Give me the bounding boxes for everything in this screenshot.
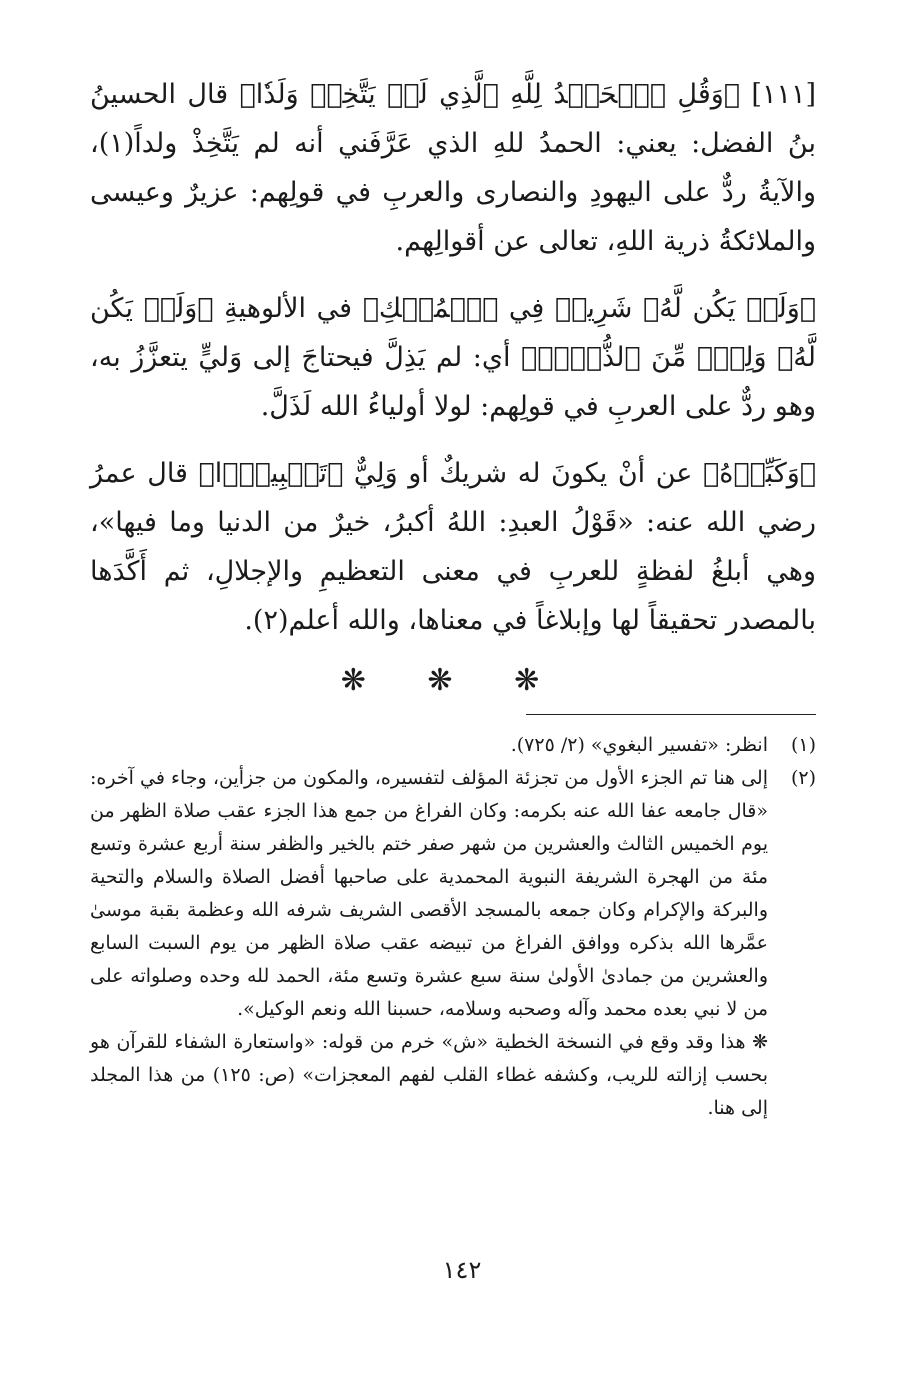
page-content xyxy=(90,70,816,1125)
page-number: ١٤٢ xyxy=(442,1256,482,1284)
body-paragraph-3: ﴿وَكَبِّرۡهُ﴾ عن أنْ يكونَ له شريكٌ أو وَلِيٌّ ﴿تَكۡبِيرَۢا﴾ قال عمرُ رضي الله عنه: «قَوْلُ العبدِ: اللهُ أكبرُ، خيرٌ من الدنيا وما فيها»، وهي أبلغُ لفظةٍ للعربِ في معنى التعظيمِ والإجلالِ، ثم أَكَّدَها بالمصدر تحقيقاً لها وإبلاغاً في معناها، والله أعلم(٢). xyxy=(90,458,816,636)
footnotes xyxy=(90,729,816,1125)
footnote-text: انظر: «تفسير البغوي» (٢/ ٧٢٥). xyxy=(510,734,768,756)
footnote-2 xyxy=(90,762,816,1026)
body-paragraph-2: ﴿وَلَمۡ يَكُن لَّهُۥ شَرِيكٞ فِي ٱلۡمُلۡكِ﴾ في الألوهيةِ ﴿وَلَمۡ يَكُن لَّهُۥ وَلِيّٞ مِّنَ ٱلذُّلِّۖ﴾ أي: لم يَذِلَّ فيحتاجَ إلى وَليٍّ يتعزَّزُ به، وهو ردٌّ على العربِ في قولِهم: لولا أولياءُ الله لَذَلَّ. xyxy=(90,293,816,422)
footnote-number: (٢) xyxy=(790,767,816,789)
section-separator: ❋ ❋ ❋ xyxy=(340,663,566,698)
footnote-extra-note: ❋ هذا وقد وقع في النسخة الخطية «ش» خرم من قوله: «واستعارة الشفاء للقرآن هو بحسب إزالته للريب، وكشفه غطاء القلب لفهم المعجزات» (ص: ١٢٥) من هذا المجلد إلى هنا. xyxy=(90,1031,768,1119)
footnote-number: (١) xyxy=(790,734,816,756)
body-paragraph-1: [١١١] ﴿وَقُلِ ٱلۡحَمۡدُ لِلَّهِ ٱلَّذِي لَمۡ يَتَّخِذۡ وَلَدٗا﴾ قال الحسينُ بنُ الفضل: يعني: الحمدُ للهِ الذي عَرَّفَني أنه لم يَتَّخِذْ ولداً(١)، والآيةُ ردٌّ على اليهودِ والنصارى والعربِ في قولِهم: عزيرٌ وعيسى والملائكةُ ذرية اللهِ، تعالى عن أقوالِهم. xyxy=(90,79,816,257)
footnote-1 xyxy=(90,729,816,762)
footnote-divider xyxy=(526,714,816,715)
footnote-text: إلى هنا تم الجزء الأول من تجزئة المؤلف لتفسيره، والمكون من جزأين، وجاء في آخره: «قال جامعه عفا الله عنه بكرمه: وكان الفراغ من جمع هذا الجزء عقب صلاة الظهر من يوم الخميس الثالث والعشرين من شهر صفر ختم بالخير والظفر سنة أربع عشرة وتسع مئة من الهجرة الشريفة النبوية المحمدية على صاحبها أفضل الصلاة والسلام والتحية والبركة والإكرام وكان جمعه بالمسجد الأقصى الشريف شرفه الله وعظمة بقبة موسىٰ عمَّرها الله بذكره ووافق الفراغ من تبيضه عقب صلاة الظهر من يوم السبت السابع والعشرين من جمادىٰ الأولىٰ سنة سبع عشرة وتسع مئة، الحمد لله وحده وصلواته على من لا نبي بعده محمد وآله وصحبه وسلامه، حسبنا الله ونعم الوكيل». xyxy=(90,767,768,1020)
